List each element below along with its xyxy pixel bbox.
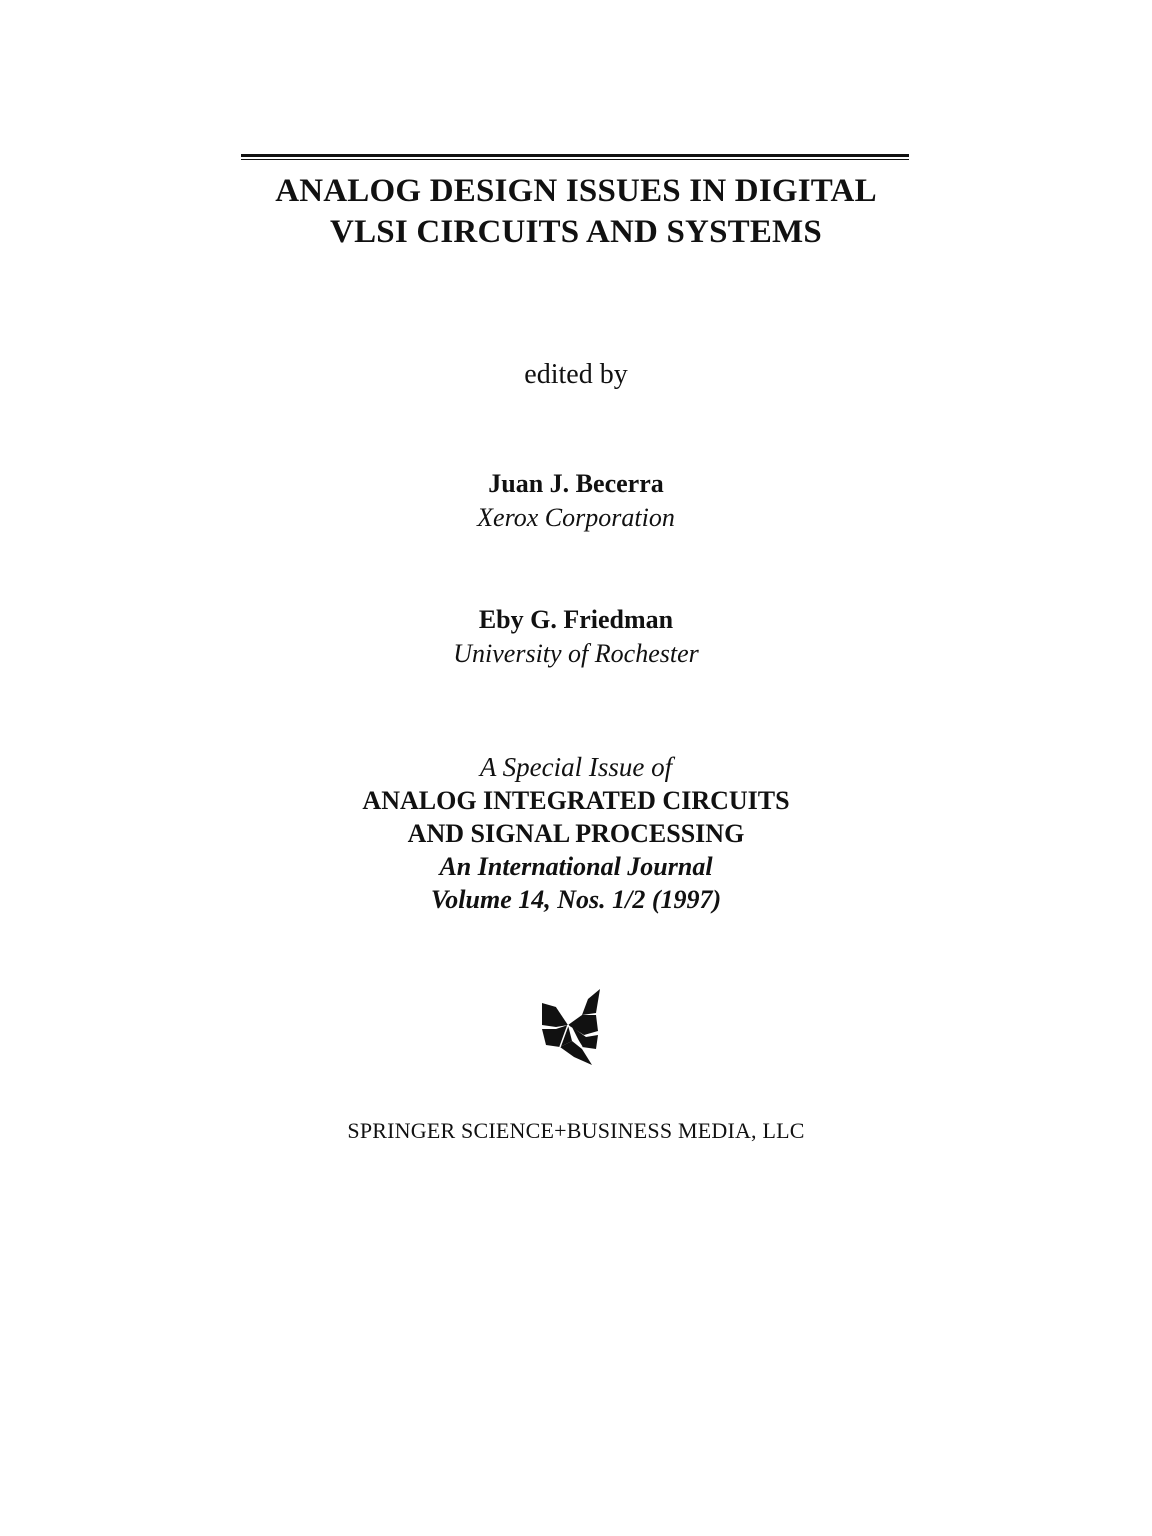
book-title-line-2: VLSI CIRCUITS AND SYSTEMS [330, 214, 822, 250]
journal-name-line-1: ANALOG INTEGRATED CIRCUITS [362, 786, 790, 815]
edited-by-label: edited by [524, 359, 628, 390]
book-title-line-1: ANALOG DESIGN ISSUES IN DIGITAL [275, 173, 877, 209]
editor-2-name: Eby G. Friedman [478, 605, 674, 634]
top-rule-thick [241, 154, 909, 157]
editor-2-affiliation: University of Rochester [453, 639, 699, 668]
journal-name-line-2: AND SIGNAL PROCESSING [407, 819, 745, 848]
springer-chess-knight-logo-icon [538, 985, 604, 1065]
editor-1-name: Juan J. Becerra [488, 469, 664, 498]
publisher-name: SPRINGER SCIENCE+BUSINESS MEDIA, LLC [347, 1118, 805, 1143]
journal-volume: Volume 14, Nos. 1/2 (1997) [430, 885, 722, 914]
special-issue-intro: A Special Issue of [479, 752, 673, 782]
top-rule-thin [241, 159, 909, 160]
journal-subtitle: An International Journal [439, 852, 713, 881]
editor-1-affiliation: Xerox Corporation [477, 503, 675, 532]
